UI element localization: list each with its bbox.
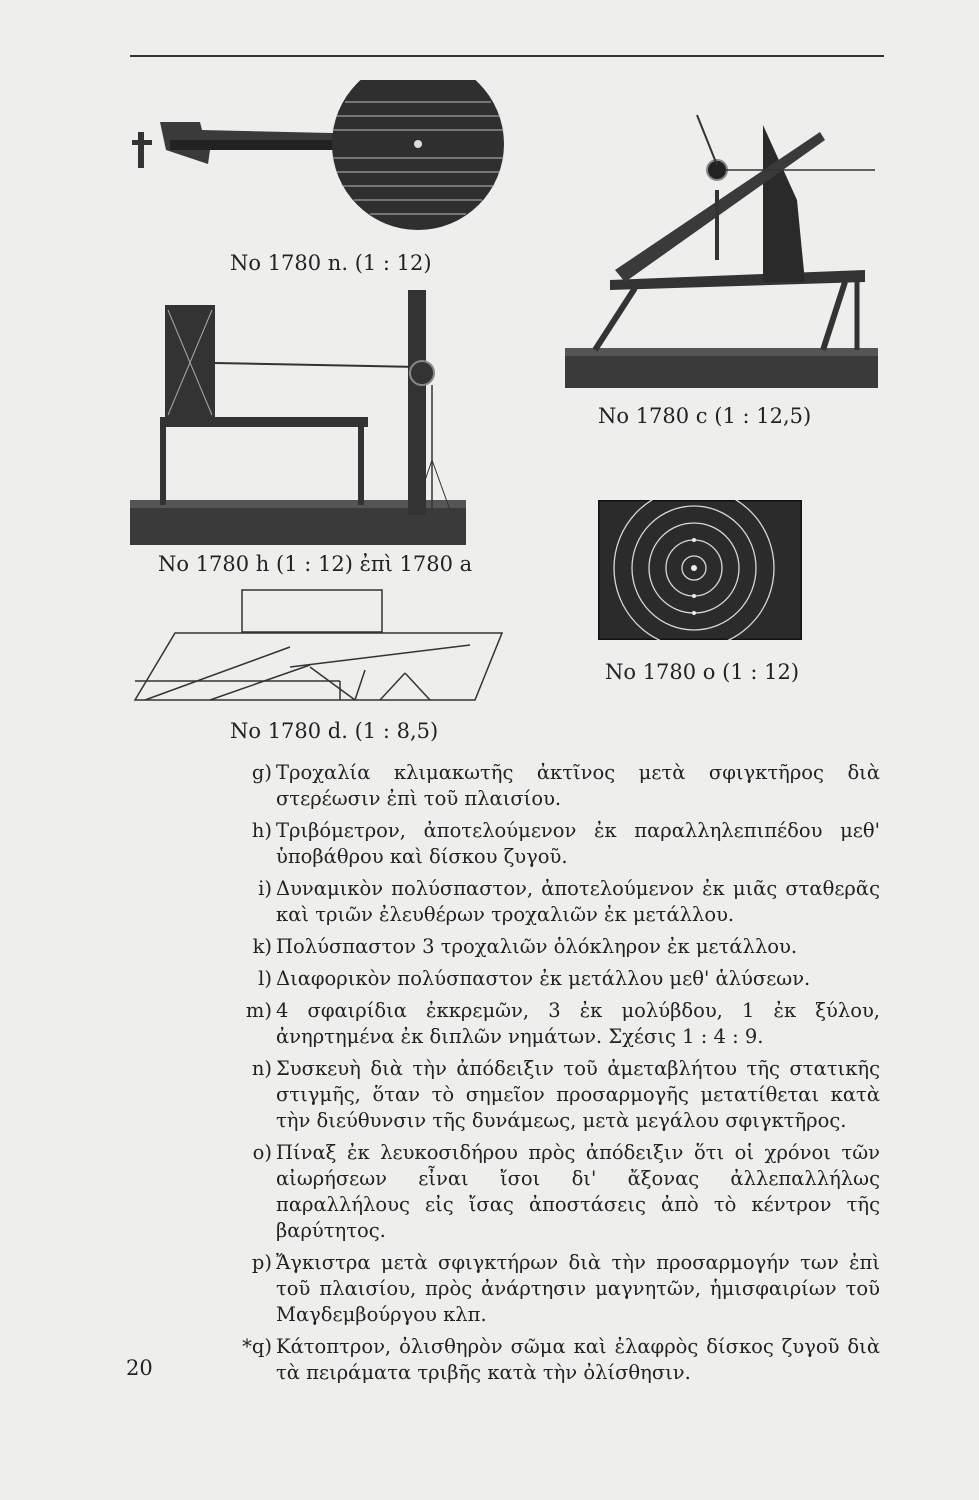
item-label: m) — [245, 999, 272, 1022]
list-item — [240, 818, 880, 870]
figure-1780c-inclined-plane — [565, 110, 880, 395]
item-label: h) — [251, 819, 272, 842]
figure-1780o-concentric-plate — [598, 500, 802, 640]
list-item — [240, 876, 880, 928]
item-text: Πολύσπαστον 3 τροχαλιῶν ὁλόκληρον ἐκ μετάλλου. — [276, 935, 798, 958]
figure-1780h-friction-apparatus — [130, 285, 470, 550]
list-item — [240, 934, 880, 960]
caption-1780h: No 1780 h (1 : 12) ἐπὶ 1780 a — [158, 552, 473, 576]
list-item — [240, 1056, 880, 1134]
list-item — [240, 1140, 880, 1244]
item-text: Τροχαλία κλιμακωτῆς ἀκτῖνος μετὰ σφιγκτῆρος διὰ στερέωσιν ἐπὶ τοῦ πλαισίου. — [276, 761, 880, 810]
item-label: l) — [258, 967, 272, 990]
item-text: Ἄγκιστρα μετὰ σφιγκτήρων διὰ τὴν προσαρμογήν των ἐπὶ τοῦ πλαισίου, πρὸς ἀνάρτησιν μαγνητῶν, ἡμισφαιρίων τοῦ Μαγδεμβούργου κλπ. — [276, 1251, 880, 1326]
item-text: Συσκευὴ διὰ τὴν ἀπόδειξιν τοῦ ἀμεταβλήτου τῆς στατικῆς στιγμῆς, ὅταν τὸ σημεῖον προσαρμογῆς μετατίθεται κατὰ τὴν διεύθυνσιν τῆς δυνάμεως, μετὰ μεγάλου σφιγκτῆρος. — [276, 1057, 880, 1132]
page-number: 20 — [126, 1356, 153, 1380]
item-label: n) — [251, 1057, 272, 1080]
item-text: 4 σφαιρίδια ἐκκρεμῶν, 3 ἐκ μολύβδου, 1 ἐκ ξύλου, ἀνηρτημένα ἐκ διπλῶν νημάτων. Σχέσις 1 : 4 : 9. — [276, 999, 880, 1048]
item-text: Διαφορικὸν πολύσπαστον ἐκ μετάλλου μεθ' ἁλύσεων. — [276, 967, 811, 990]
item-label: p) — [251, 1251, 272, 1274]
figure-1780d-truss-frame — [130, 585, 505, 710]
item-label: o) — [252, 1141, 272, 1164]
caption-1780c: No 1780 c (1 : 12,5) — [598, 404, 812, 428]
item-label: i) — [258, 877, 272, 900]
item-text: Κάτοπτρον, ὀλισθηρὸν σῶμα καὶ ἐλαφρὸς δίσκος ζυγοῦ διὰ τὰ πειράματα τριβῆς κατὰ τὴν ὀλίσθησιν. — [276, 1335, 880, 1384]
item-label: *q) — [242, 1335, 272, 1358]
item-text: Δυναμικὸν πολύσπαστον, ἀποτελούμενον ἐκ μιᾶς σταθερᾶς καὶ τριῶν ἐλευθέρων τροχαλιῶν ἐκ μετάλλου. — [276, 877, 880, 926]
list-item — [240, 966, 880, 992]
list-item — [240, 998, 880, 1050]
top-rule — [130, 55, 884, 57]
item-text: Πίναξ ἐκ λευκοσιδήρου πρὸς ἀπόδειξιν ὅτι οἱ χρόνοι τῶν αἰωρήσεων εἶναι ἴσοι δι' ἄξονας ἀλλεπαλλήλως παραλλήλους εἰς ἴσας ἀποστάσεις ἀπὸ τὸ κέντρον τῆς βαρύτητος. — [276, 1141, 880, 1242]
list-item — [240, 760, 880, 812]
caption-1780d: No 1780 d. (1 : 8,5) — [230, 719, 439, 743]
list-item — [240, 1250, 880, 1328]
item-label: k) — [252, 935, 272, 958]
caption-1780o: No 1780 o (1 : 12) — [605, 660, 800, 684]
list-item — [240, 1334, 880, 1386]
figure-1780n-pulley-disc — [130, 80, 520, 250]
caption-1780n: No 1780 n. (1 : 12) — [230, 251, 432, 275]
item-text: Τριβόμετρον, ἀποτελούμενον ἐκ παραλληλεπιπέδου μεθ' ὑποβάθρου καὶ δίσκου ζυγοῦ. — [276, 819, 880, 868]
equipment-list — [240, 760, 880, 1392]
item-label: g) — [251, 761, 272, 784]
